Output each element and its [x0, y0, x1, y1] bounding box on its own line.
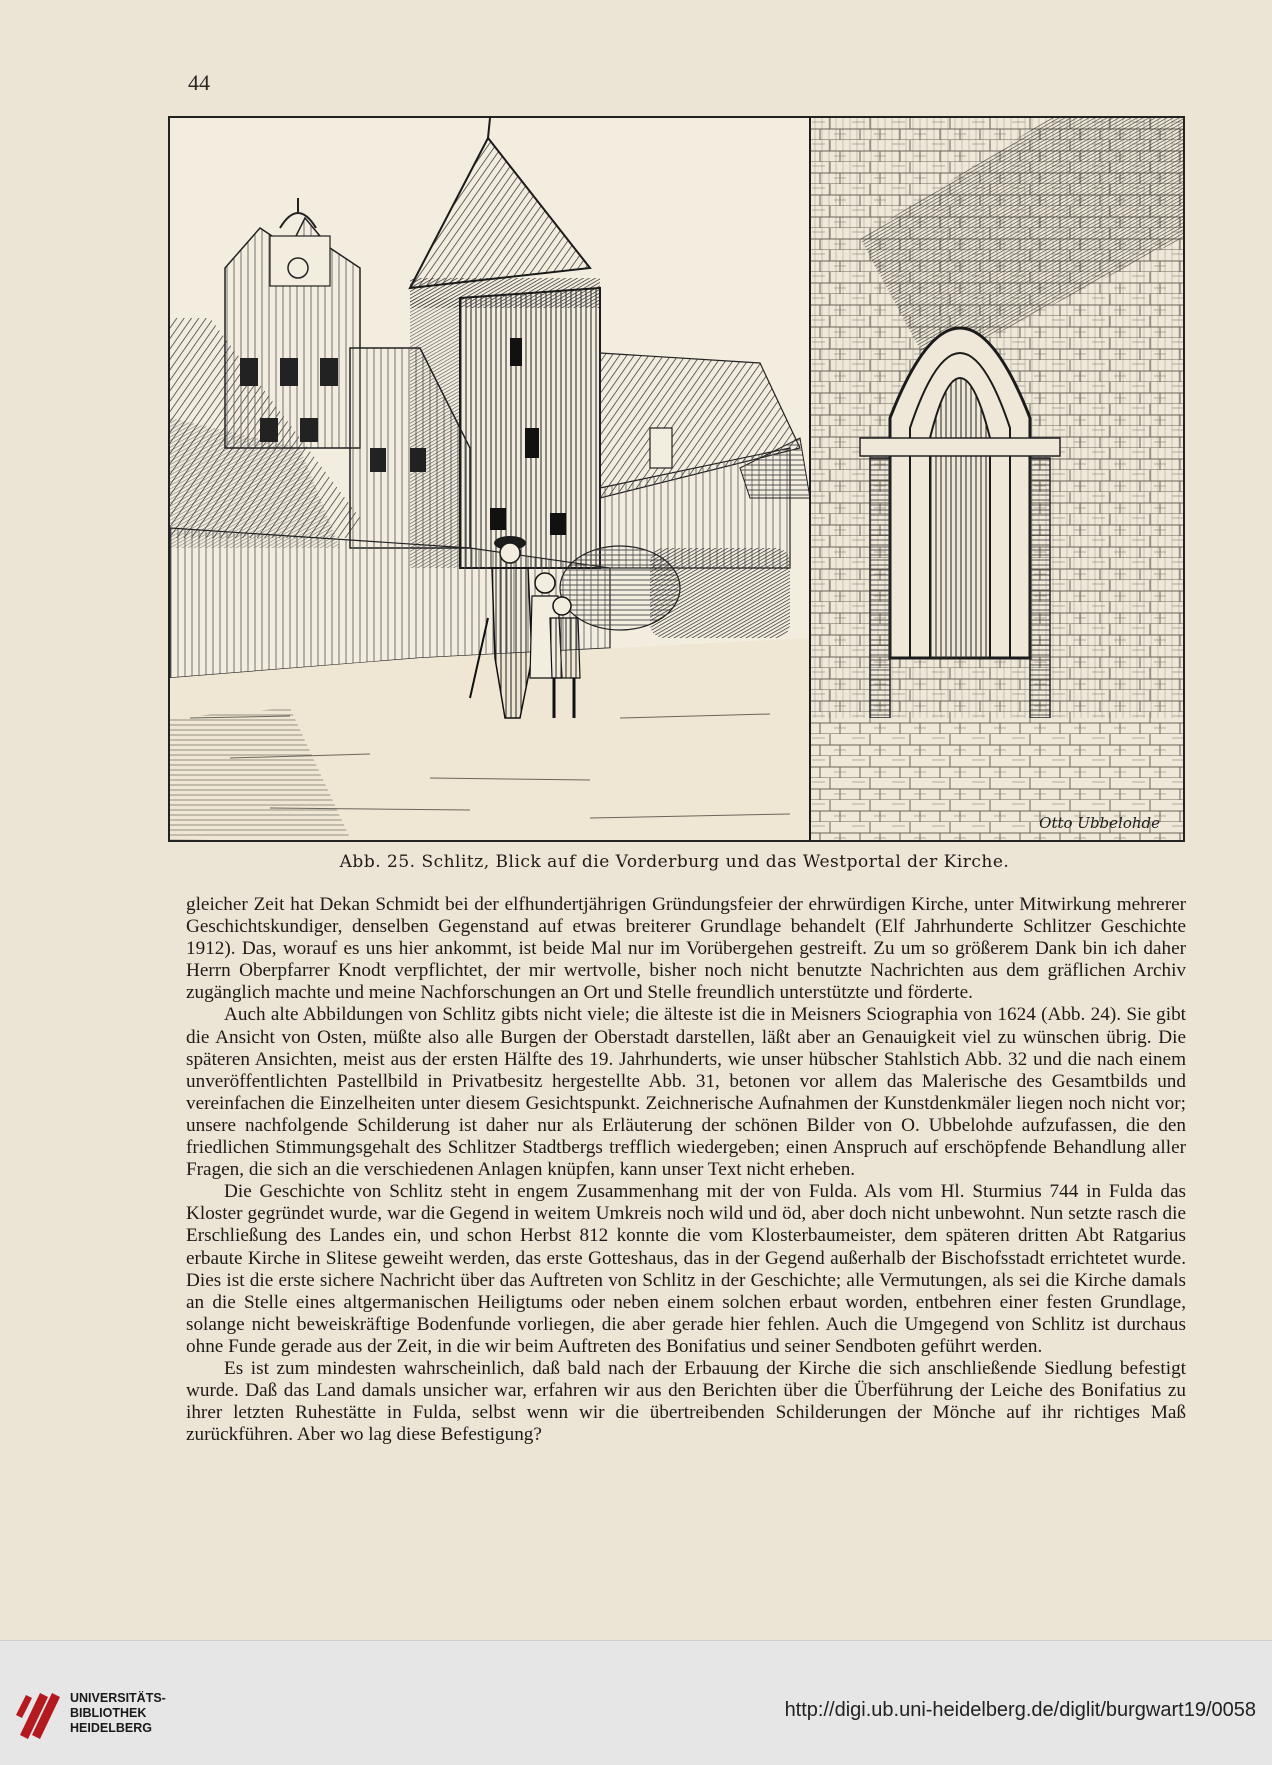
library-logo[interactable] — [14, 1685, 184, 1743]
library-line-2: BIBLIOTHEK — [70, 1706, 147, 1720]
source-url-link[interactable]: http://digi.ub.uni-heidelberg.de/diglit/burgwart19/0058 — [784, 1699, 1256, 1721]
viewer-footer — [0, 1640, 1272, 1765]
figure-caption: Abb. 25. Schlitz, Blick auf die Vorderburg und das Westportal der Kirche. — [339, 852, 1010, 872]
library-line-1: UNIVERSITÄTS- — [70, 1691, 166, 1705]
artist-signature: Otto Ubbelohde — [1039, 814, 1160, 832]
paragraph-3: Die Geschichte von Schlitz steht in engem Zusammenhang mit der von Fulda. Als vom Hl. Sturmius 744 in Fulda das Kloster gegründet wurde, war die Gegend in weitem Umkreis noch wild und öd, aber doch nicht unbewohnt. Nun setzte rasch die Erschließung des Landes ein, und schon Herbst 812 konnte die vom Klosterbaumeister, dem späteren dritten Abt Ratgarius erbaute Kirche in Slitese geweiht werden, das erste Gotteshaus, das in der Gegend außerhalb der Bischofsstadt errichtetet wurde. Dies ist die erste sichere Nachricht über das Auftreten von Schlitz in der Geschichte; alle Vermutungen, als sei die Kirche damals an die Stelle eines altgermanischen Heiligtums oder neben einem solchen erbaut worden, entbehren einer festen Grundlage, solange nicht beweiskräftige Bodenfunde vorliegen, die aber gerade hier fehlen. Auch die Umgegend von Schlitz ist durchaus ohne Funde gerade aus der Zeit, in die wir beim Auftreten des Bonifatius und seiner Sendboten geführt werden. — [186, 1181, 1186, 1357]
etching-drawing — [170, 118, 1183, 840]
library-emblem-icon — [14, 1685, 64, 1743]
page-number: 44 — [188, 70, 210, 95]
article-body — [186, 894, 1186, 1446]
library-name — [70, 1691, 166, 1736]
paragraph-4: Es ist zum mindesten wahrscheinlich, daß bald nach der Erbauung der Kirche die sich anschließende Siedlung befestigt wurde. Daß das Land damals unsicher war, erfahren wir aus den Berichten über die Überführung der Leiche des Bonifatius zu ihrer letzten Ruhestätte in Fulda, selbst wenn wir die übertreibenden Schilderungen der Mönche auf ihr richtiges Maß zurückführen. Aber wo lag diese Befestigung? — [186, 1357, 1186, 1446]
paragraph-1: gleicher Zeit hat Dekan Schmidt bei der elfhundertjährigen Gründungsfeier der ehrwürdigen Kirche, unter Mitwirkung mehrerer Geschichtskundiger, denselben Gegenstand auf etwas breiterer Grundlage behandelt (Elf Jahrhunderte Schlitzer Geschichte 1912). Das, worauf es uns hier ankommt, ist beide Mal nur im Vorübergehen gestreift. Zu um so größerem Dank bin ich daher Herrn Oberpfarrer Knodt verpflichtet, der mir wertvolle, bisher noch nicht benutzte Nachrichten aus dem gräflichen Archiv zugänglich machte und meine Nachforschungen an Ort und Stelle freundlich unterstützte und förderte. — [186, 894, 1186, 1004]
illustration-schlitz — [168, 116, 1185, 842]
library-line-3: HEIDELBERG — [70, 1721, 152, 1735]
paragraph-2: Auch alte Abbildungen von Schlitz gibts nicht viele; die älteste ist die in Meisners Sciographia von 1624 (Abb. 24). Sie gibt die Ansicht von Osten, müßte also alle Burgen der Oberstadt darstellen, läßt aber an Genauigkeit viel zu wünschen übrig. Die späteren Ansichten, meist aus der ersten Hälfte des 19. Jahrhunderts, wie unser hübscher Stahlstich Abb. 32 und die nach einem unveröffentlichten Pastellbild in Privatbesitz hergestellte Abb. 31, betonen vor allem das Malerische des Gesamtbilds und vereinfachen die Einzelheiten unter diesem Gesichtspunkt. Zeichnerische Aufnahmen der Kunstdenkmäler liegen noch nicht vor; unsere nachfolgende Schilderung ist daher nur als Erläuterung der schönen Bilder von O. Ubbelohde aufzufassen, die den friedlichen Stimmungsgehalt des Schlitzer Stadtbergs trefflich wiedergeben; einen Anspruch auf erschöpfende Behandlung aller Fragen, die sich an die verschiedenen Anlagen knüpfen, kann unser Text nicht erheben. — [186, 1004, 1186, 1181]
